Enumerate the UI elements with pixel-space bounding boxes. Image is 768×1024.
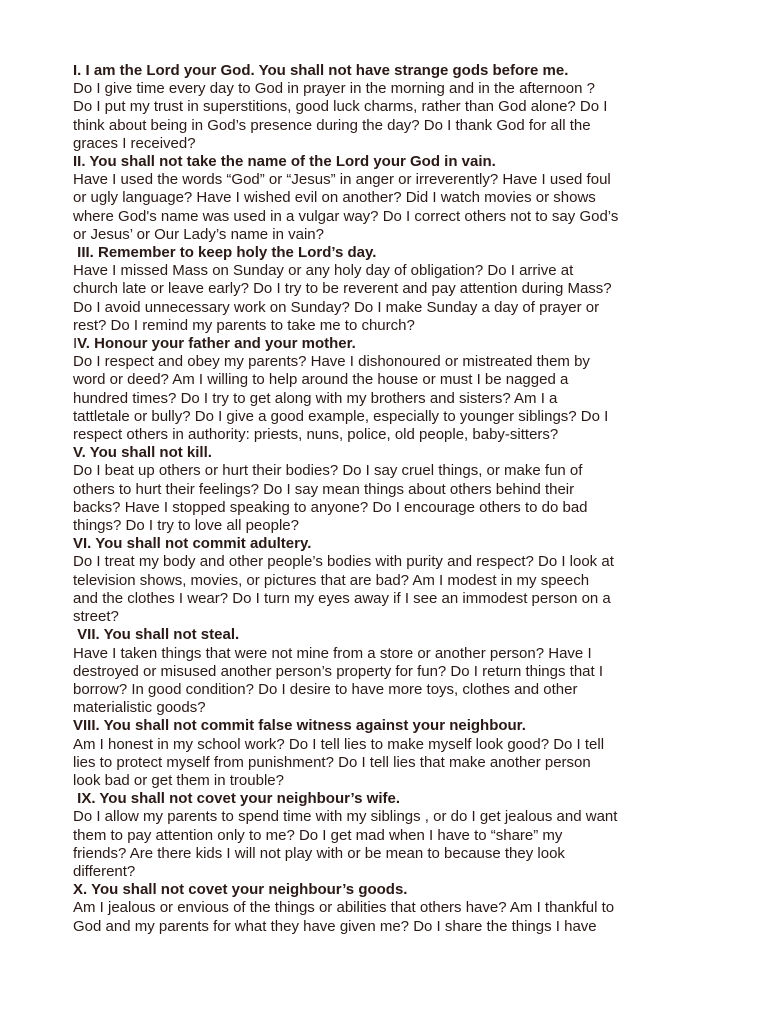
commandment-heading: VII. You shall not steal. [73,626,240,644]
section-commandment-10 [73,881,713,936]
text-line: borrow? In good condition? Do I desire to have more toys, clothes and other [73,680,578,698]
text-line: rest? Do I remind my parents to take me to church? [73,316,415,334]
section-body [73,80,713,153]
commandment-heading: V. You shall not kill. [73,444,212,462]
text-line: street? [73,608,119,626]
text-line: where God's name was used in a vulgar way? Do I correct others not to say God’s [73,207,619,225]
section-commandment-9 [73,790,713,881]
section-body [73,553,713,626]
section-body [73,808,713,881]
text-line: church late or leave early? Do I try to be reverent and pay attention during Mass? [73,280,612,298]
section-commandment-6 [73,535,713,626]
heading-prefix: I [73,335,78,353]
text-line: television shows, movies, or pictures that are bad? Am I modest in my speech [73,571,590,589]
section-commandment-3 [73,244,713,335]
text-line: lies to protect myself from punishment? Do I tell lies that make another person [73,753,591,771]
text-line: or ugly language? Have I wished evil on another? Did I watch movies or shows [73,189,596,207]
text-line: Have I used the words “God” or “Jesus” in anger or irreverently? Have I used foul [73,171,611,189]
text-line: others to hurt their feelings? Do I say mean things about others behind their [73,480,575,498]
section-commandment-2 [73,153,713,244]
section-body [73,353,713,444]
section-body [73,645,713,718]
text-line: Do I allow my parents to spend time with my siblings , or do I get jealous and want [73,808,618,826]
text-line: them to pay attention only to me? Do I get mad when I have to “share” my [73,826,563,844]
text-line: and the clothes I wear? Do I turn my eyes away if I see an immodest person on a [73,589,611,607]
text-line: Do I put my trust in superstitions, good luck charms, rather than God alone? Do I [73,98,608,116]
commandment-heading [73,335,713,353]
text-line: Do I give time every day to God in prayer in the morning and in the afternoon ? [73,80,595,98]
section-commandment-5 [73,444,713,535]
section-body [73,462,713,535]
section-body [73,171,713,244]
text-line: Have I missed Mass on Sunday or any holy day of obligation? Do I arrive at [73,262,574,280]
commandment-heading: III. Remember to keep holy the Lord’s day. [73,244,377,262]
text-line: word or deed? Am I willing to help around the house or must I be nagged a [73,371,569,389]
text-line: Do I avoid unnecessary work on Sunday? Do I make Sunday a day of prayer or [73,298,600,316]
text-line: Do I beat up others or hurt their bodies? Do I say cruel things, or make fun of [73,462,583,480]
text-line: think about being in God’s presence during the day? Do I thank God for all the [73,116,591,134]
section-body [73,262,713,335]
text-line: friends? Are there kids I will not play with or be mean to because they look [73,844,565,862]
commandment-heading: VIII. You shall not commit false witness against your neighbour. [73,717,526,735]
text-line: look bad or get them in trouble? [73,771,284,789]
commandment-heading: VI. You shall not commit adultery. [73,535,312,553]
text-line: graces I received? [73,134,196,152]
text-line: different? [73,862,136,880]
text-line: Do I respect and obey my parents? Have I dishonoured or mistreated them by [73,353,590,371]
commandment-heading: X. You shall not covet your neighbour’s goods. [73,881,408,899]
commandment-heading: IX. You shall not covet your neighbour’s wife. [73,790,400,808]
text-line: or Jesus’ or Our Lady’s name in vain? [73,225,324,243]
commandment-heading: II. You shall not take the name of the Lord your God in vain. [73,153,496,171]
text-line: destroyed or misused another person’s property for fun? Do I return things that I [73,662,604,680]
section-body [73,736,713,791]
text-line: respect others in authority: priests, nuns, police, old people, baby-sitters? [73,426,559,444]
text-line: tattletale or bully? Do I give a good example, especially to younger siblings? Do I [73,407,609,425]
text-line: materialistic goods? [73,699,206,717]
section-commandment-4 [73,335,713,444]
section-commandment-1 [73,62,713,153]
heading-text: V. Honour your father and your mother. [77,335,356,353]
text-line: backs? Have I stopped speaking to anyone? Do I encourage others to do bad [73,498,588,516]
section-body [73,899,713,935]
text-line: Have I taken things that were not mine from a store or another person? Have I [73,644,592,662]
text-line: hundred times? Do I try to get along with my brothers and sisters? Am I a [73,389,558,407]
section-commandment-7 [73,626,713,717]
commandment-heading: I. I am the Lord your God. You shall not have strange gods before me. [73,62,569,79]
text-line: Am I honest in my school work? Do I tell lies to make myself look good? Do I tell [73,735,605,753]
text-line: Am I jealous or envious of the things or abilities that others have? Am I thankful to [73,899,615,917]
text-line: things? Do I try to love all people? [73,517,299,535]
text-line: Do I treat my body and other people’s bodies with purity and respect? Do I look at [73,553,614,571]
text-line: God and my parents for what they have given me? Do I share the things I have [73,917,597,935]
document-page [73,62,713,936]
section-commandment-8 [73,717,713,790]
